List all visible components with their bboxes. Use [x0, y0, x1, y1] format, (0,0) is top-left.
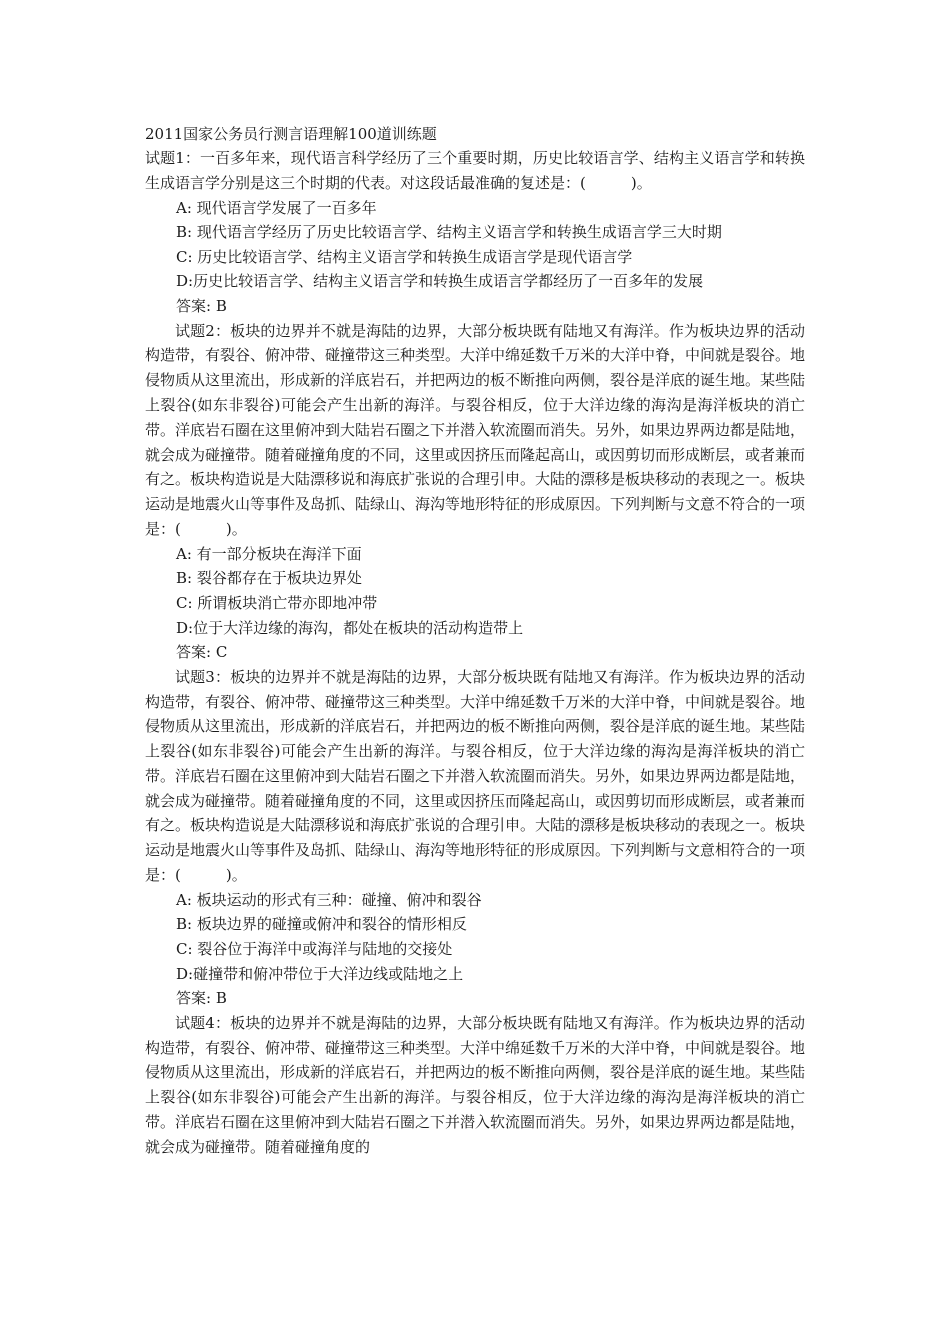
- answer-label: 答案: C: [176, 643, 228, 662]
- option-a: A: 板块运动的形式有三种：碰撞、俯冲和裂谷: [176, 890, 482, 909]
- option-d: D:历史比较语言学、结构主义语言学和转换生成语言学都经历了一百多年的发展: [176, 272, 704, 291]
- option-c: C: 裂谷位于海洋中或海洋与陆地的交接处: [176, 940, 453, 959]
- question-4: [145, 1011, 805, 1160]
- option-a: A: 有一部分板块在海洋下面: [176, 544, 362, 563]
- option-b: B: 现代语言学经历了历史比较语言学、结构主义语言学和转换生成语言学三大时期: [176, 223, 722, 242]
- question-stem: 试题4：板块的边界并不就是海陆的边界，大部分板块既有陆地又有海洋。作为板块边界的活动构造带，有裂谷、俯冲带、碰撞带这三种类型。大洋中绵延数千万米的大洋中脊，中间就是裂谷。地侵物质从这里流出，形成新的洋底岩石，并把两边的板不断推向两侧，裂谷是洋底的诞生地。某些陆上裂谷(如东非裂谷)可能会产生出新的海洋。与裂谷相反，位于大洋边缘的海沟是海洋板块的消亡带。洋底岩石圈在这里俯冲到大陆岩石圈之下并潜入软流圈而消失。另外，如果边界两边都是陆地，就会成为碰撞带。随着碰撞角度的: [145, 1013, 806, 1156]
- document-page: [145, 122, 805, 1160]
- question-3: [145, 665, 805, 1011]
- answer-label: 答案: B: [176, 989, 227, 1008]
- option-b: B: 裂谷都存在于板块边界处: [176, 569, 362, 588]
- question-stem: 试题1：一百多年来，现代语言科学经历了三个重要时期，历史比较语言学、结构主义语言学和转换生成语言学分别是这三个时期的代表。对这段话最准确的复述是：( )。: [145, 149, 805, 192]
- option-d: D:位于大洋边缘的海沟，都处在板块的活动构造带上: [176, 618, 524, 637]
- question-stem: 试题3：板块的边界并不就是海陆的边界，大部分板块既有陆地又有海洋。作为板块边界的活动构造带，有裂谷、俯冲带、碰撞带这三种类型。大洋中绵延数千万米的大洋中脊，中间就是裂谷。地侵物质从这里流出，形成新的洋底岩石，并把两边的板不断推向两侧，裂谷是洋底的诞生地。某些陆上裂谷(如东非裂谷)可能会产生出新的海洋。与裂谷相反，位于大洋边缘的海沟是海洋板块的消亡带。洋底岩石圈在这里俯冲到大陆岩石圈之下并潜入软流圈而消失。另外，如果边界两边都是陆地，就会成为碰撞带。随着碰撞角度的不同，这里或因挤压而隆起高山，或因剪切而形成断层，或者兼而有之。板块构造说是大陆漂移说和海底扩张说的合理引申。大陆的漂移是板块移动的表现之一。板块运动是地震火山等事件及岛抓、陆绿山、海沟等地形特征的形成原因。下列判断与文意相符合的一项是：( )。: [145, 667, 806, 885]
- question-stem: 试题2：板块的边界并不就是海陆的边界，大部分板块既有陆地又有海洋。作为板块边界的活动构造带，有裂谷、俯冲带、碰撞带这三种类型。大洋中绵延数千万米的大洋中脊，中间就是裂谷。地侵物质从这里流出，形成新的洋底岩石，并把两边的板不断推向两侧，裂谷是洋底的诞生地。某些陆上裂谷(如东非裂谷)可能会产生出新的海洋。与裂谷相反，位于大洋边缘的海沟是海洋板块的消亡带。洋底岩石圈在这里俯冲到大陆岩石圈之下并潜入软流圈而消失。另外，如果边界两边都是陆地，就会成为碰撞带。随着碰撞角度的不同，这里或因挤压而隆起高山，或因剪切而形成断层，或者兼而有之。板块构造说是大陆漂移说和海底扩张说的合理引申。大陆的漂移是板块移动的表现之一。板块运动是地震火山等事件及岛抓、陆绿山、海沟等地形特征的形成原因。下列判断与文意不符合的一项是：( )。: [145, 321, 806, 538]
- question-2: [145, 319, 805, 665]
- option-d: D:碰撞带和俯冲带位于大洋边线或陆地之上: [176, 964, 464, 983]
- option-a: A: 现代语言学发展了一百多年: [176, 198, 377, 217]
- option-b: B: 板块边界的碰撞或俯冲和裂谷的情形相反: [176, 915, 467, 934]
- answer-label: 答案: B: [176, 296, 227, 315]
- option-c: C: 所谓板块消亡带亦即地冲带: [176, 593, 378, 612]
- option-c: C: 历史比较语言学、结构主义语言学和转换生成语言学是现代语言学: [176, 247, 633, 266]
- document-title: 2011国家公务员行测言语理解100道训练题: [145, 125, 437, 143]
- question-1: [145, 146, 805, 319]
